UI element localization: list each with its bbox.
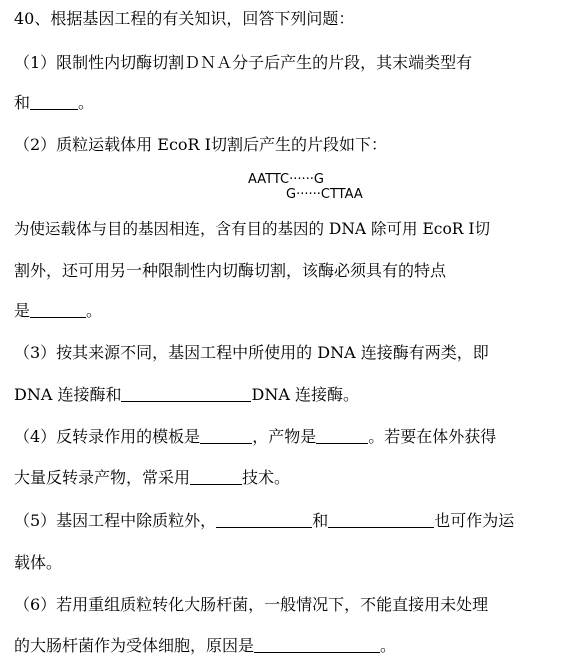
q2-line4 bbox=[14, 300, 574, 322]
q6-line1 bbox=[14, 594, 574, 616]
q4-text-d: 大量反转录产物，常采用 bbox=[14, 468, 191, 487]
question-title-text: 40、根据基因工程的有关知识，回答下列问题： bbox=[14, 9, 355, 28]
q3-line2 bbox=[14, 384, 574, 406]
q3-line1 bbox=[14, 342, 574, 364]
q4-product-blank[interactable] bbox=[316, 427, 368, 444]
q5-text-a: （5）基因工程中除质粒外， bbox=[14, 511, 217, 530]
q4-line1 bbox=[14, 426, 574, 448]
q2-prefix: 是 bbox=[14, 301, 31, 320]
q1-line1 bbox=[14, 52, 574, 74]
q1-line2 bbox=[14, 92, 574, 114]
q6-answer-blank[interactable] bbox=[254, 636, 380, 653]
q5-text-c: 也可作为运 bbox=[434, 511, 515, 530]
question-title bbox=[14, 8, 574, 30]
q2-text-3: 割外，还可用另一种限制性内切酶切割，该酶必须具有的特点 bbox=[14, 261, 447, 280]
q3-text: （3）按其来源不同，基因工程中所使用的 DNA 连接酶有两类，即 bbox=[14, 343, 489, 362]
q2-answer-blank[interactable] bbox=[30, 301, 86, 318]
q1-answer-blank[interactable] bbox=[30, 93, 78, 110]
q2-line3 bbox=[14, 260, 574, 282]
q5-line1 bbox=[14, 510, 574, 532]
q2-line2 bbox=[14, 218, 574, 240]
q2-text-2: 为使运载体与目的基因相连，含有目的基因的 DNA 除可用 EcoR Ⅰ切 bbox=[14, 220, 491, 238]
q2-line1 bbox=[14, 134, 574, 156]
q1-prefix: 和 bbox=[14, 93, 31, 112]
q6-prefix: 的大肠杆菌作为受体细胞，原因是 bbox=[14, 636, 255, 655]
q4-technique-blank[interactable] bbox=[190, 468, 242, 485]
q6-suffix: 。 bbox=[380, 636, 397, 655]
q5-text-d: 载体。 bbox=[14, 553, 63, 572]
q4-line2 bbox=[14, 467, 574, 489]
q5-vector-blank-1[interactable] bbox=[216, 511, 312, 528]
sticky-end-bottom-strand: G······CTTAA bbox=[286, 187, 363, 202]
q5-text-b: 和 bbox=[312, 511, 329, 530]
q2-suffix: 。 bbox=[86, 301, 103, 320]
q1-text: （1）限制性内切酶切割ＤＮＡ分子后产生的片段，其末端类型有 bbox=[14, 53, 473, 72]
q6-line2 bbox=[14, 635, 574, 657]
q3-answer-blank[interactable] bbox=[121, 385, 251, 402]
q5-vector-blank-2[interactable] bbox=[328, 511, 434, 528]
q4-text-c: 。若要在体外获得 bbox=[368, 427, 497, 446]
q6-text: （6）若用重组质粒转化大肠杆菌，一般情况下，不能直接用未处理 bbox=[14, 595, 489, 614]
q3-suffix: DNA 连接酶。 bbox=[251, 385, 359, 404]
q2-text: （2）质粒运载体用 EcoR Ⅰ切割后产生的片段如下： bbox=[14, 135, 387, 154]
q4-text-a: （4）反转录作用的模板是 bbox=[14, 427, 201, 446]
sticky-end-top-strand: AATTC······G bbox=[248, 172, 324, 187]
q1-suffix: 。 bbox=[78, 93, 95, 112]
q5-line2 bbox=[14, 552, 574, 574]
q4-text-e: 技术。 bbox=[242, 468, 291, 487]
q4-template-blank[interactable] bbox=[200, 427, 252, 444]
q4-text-b: ，产物是 bbox=[252, 427, 317, 446]
q3-prefix: DNA 连接酶和 bbox=[14, 385, 122, 404]
